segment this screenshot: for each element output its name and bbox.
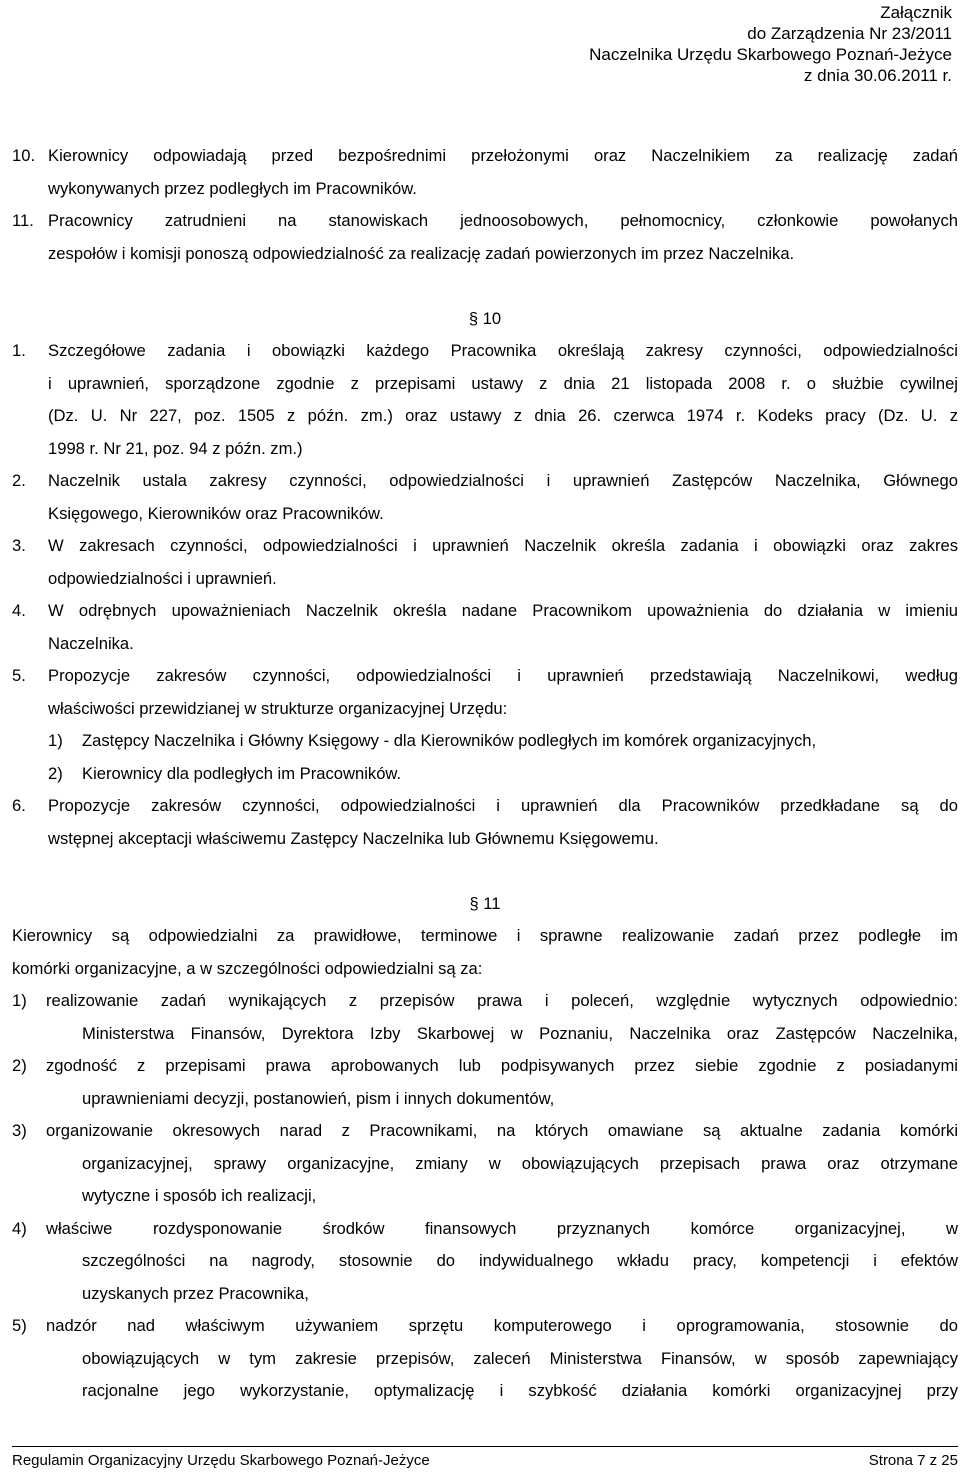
s10-item-3: 3. W zakresach czynności, odpowiedzialności i uprawnień Naczelnik określa zadania i obowiązki oraz zakres	[12, 536, 958, 555]
paragraph-10-cont: wykonywanych przez podległych im Pracowników.	[48, 178, 417, 198]
header-issuer: Naczelnika Urzędu Skarbowego Poznań-Jeżyce	[589, 45, 952, 64]
s11-item-4: 4) właściwe rozdysponowanie środków finansowych przyznanych komórce organizacyjnej, w	[12, 1218, 958, 1238]
s11-item-4-cont: uzyskanych przez Pracownika,	[82, 1283, 309, 1303]
s10-item-2-cont: Księgowego, Kierowników oraz Pracowników.	[48, 503, 384, 523]
s10-item-4: 4. W odrębnych upoważnieniach Naczelnik określa nadane Pracownikom upoważnienia do działania w imieniu	[12, 601, 958, 620]
s10-item-1-cont: 1998 r. Nr 21, poz. 94 z późn. zm.)	[48, 438, 303, 458]
s10-item-6: 6. Propozycje zakresów czynności, odpowiedzialności i uprawnień dla Pracowników przedkładane są do	[12, 796, 958, 815]
s11-item-5-cont: racjonalne jego wykorzystanie, optymalizację i szybkość działania komórki organizacyjnej przy	[82, 1381, 958, 1400]
s10-item-5-cont: właściwości przewidzianej w strukturze organizacyjnej Urzędu:	[48, 698, 508, 718]
s10-item-5-sub-1: 1) Zastępcy Naczelnika i Główny Księgowy - dla Kierowników podległych im komórek organizacyjnych,	[48, 731, 817, 750]
header-attachment-label: Załącznik	[880, 3, 952, 22]
s10-item-6-cont: wstępnej akceptacji właściwemu Zastępcy Naczelnika lub Głównemu Księgowemu.	[48, 828, 659, 848]
s11-item-4-cont: szczególności na nagrody, stosownie do indywidualnego wkładu pracy, kompetencji i efektów	[82, 1251, 958, 1270]
paragraph-11-cont: zespołów i komisji ponoszą odpowiedzialność za realizację zadań powierzonych im przez Naczelnika.	[48, 243, 795, 263]
s10-item-5: 5. Propozycje zakresów czynności, odpowiedzialności i uprawnień przedstawiają Naczelnikowi, według	[12, 666, 958, 685]
s11-item-5: 5) nadzór nad właściwym używaniem sprzętu komputerowego i oprogramowania, stosownie do	[12, 1316, 958, 1335]
footer-document-title: Regulamin Organizacyjny Urzędu Skarbowego Poznań-Jeżyce	[12, 1452, 430, 1469]
s10-item-3-cont: odpowiedzialności i uprawnień.	[48, 568, 277, 588]
s10-item-1-cont: i uprawnień, sporządzone zgodnie z przepisami ustawy z dnia 21 listopada 2008 r. o służbie cywilnej	[48, 373, 958, 393]
section-10-heading: § 10	[468, 308, 502, 328]
s11-intro-cont: komórki organizacyjne, a w szczególności odpowiedzialni są za:	[12, 958, 483, 978]
section-11-heading: § 11	[469, 893, 501, 913]
s11-item-3-cont: organizacyjnej, sprawy organizacyjne, zmiany w obowiązujących przepisach prawa oraz otrzymane	[82, 1153, 958, 1173]
paragraph-11: 11. Pracownicy zatrudnieni na stanowiskach jednoosobowych, pełnomocnicy, członkowie powołanych	[12, 211, 958, 230]
s11-intro: Kierownicy są odpowiedzialni za prawidłowe, terminowe i sprawne realizowanie zadań przez podległe im	[12, 926, 958, 945]
page-number: Strona 7 z 25	[868, 1452, 958, 1469]
s10-item-1: 1. Szczegółowe zadania i obowiązki każdego Pracownika określają zakresy czynności, odpowiedzialności	[12, 341, 958, 360]
s11-item-2-cont: uprawnieniami decyzji, postanowień, pism i innych dokumentów,	[82, 1088, 555, 1108]
header-date: z dnia 30.06.2011 r.	[803, 66, 952, 85]
s10-item-5-sub-2: 2) Kierownicy dla podległych im Pracowników.	[48, 763, 402, 783]
paragraph-10: 10. Kierownicy odpowiadają przed bezpośrednimi przełożonymi oraz Naczelnikiem za realizację zadań	[12, 146, 958, 165]
s10-item-2: 2. Naczelnik ustala zakresy czynności, odpowiedzialności i uprawnień Zastępców Naczelnika, Głównego	[12, 471, 958, 490]
document-header	[589, 2, 952, 86]
s11-item-1: 1) realizowanie zadań wynikających z przepisów prawa i poleceń, względnie wytycznych odpowiednio:	[12, 991, 958, 1010]
header-order-number: do Zarządzenia Nr 23/2011	[747, 24, 952, 43]
s10-item-4-cont: Naczelnika.	[48, 633, 134, 653]
s10-item-1-cont: (Dz. U. Nr 227, poz. 1505 z późn. zm.) oraz ustawy z dnia 26. czerwca 1974 r. Kodeks pracy (Dz. U. z	[48, 406, 958, 425]
s11-item-1-cont: Ministerstwa Finansów, Dyrektora Izby Skarbowej w Poznaniu, Naczelnika oraz Zastępców Naczelnika,	[82, 1023, 958, 1043]
s11-item-2: 2) zgodność z przepisami prawa aprobowanych lub podpisywanych przez siebie zgodnie z posiadanymi	[12, 1056, 958, 1075]
footer-divider	[12, 1446, 958, 1447]
s11-item-3-cont: wytyczne i sposób ich realizacji,	[82, 1186, 317, 1205]
s11-item-3: 3) organizowanie okresowych narad z Pracownikami, na których omawiane są aktualne zadania komórki	[12, 1121, 958, 1140]
s11-item-5-cont: obowiązujących w tym zakresie przepisów, zaleceń Ministerstwa Finansów, w sposób zapewniający	[82, 1348, 958, 1368]
document-body	[12, 140, 958, 1408]
